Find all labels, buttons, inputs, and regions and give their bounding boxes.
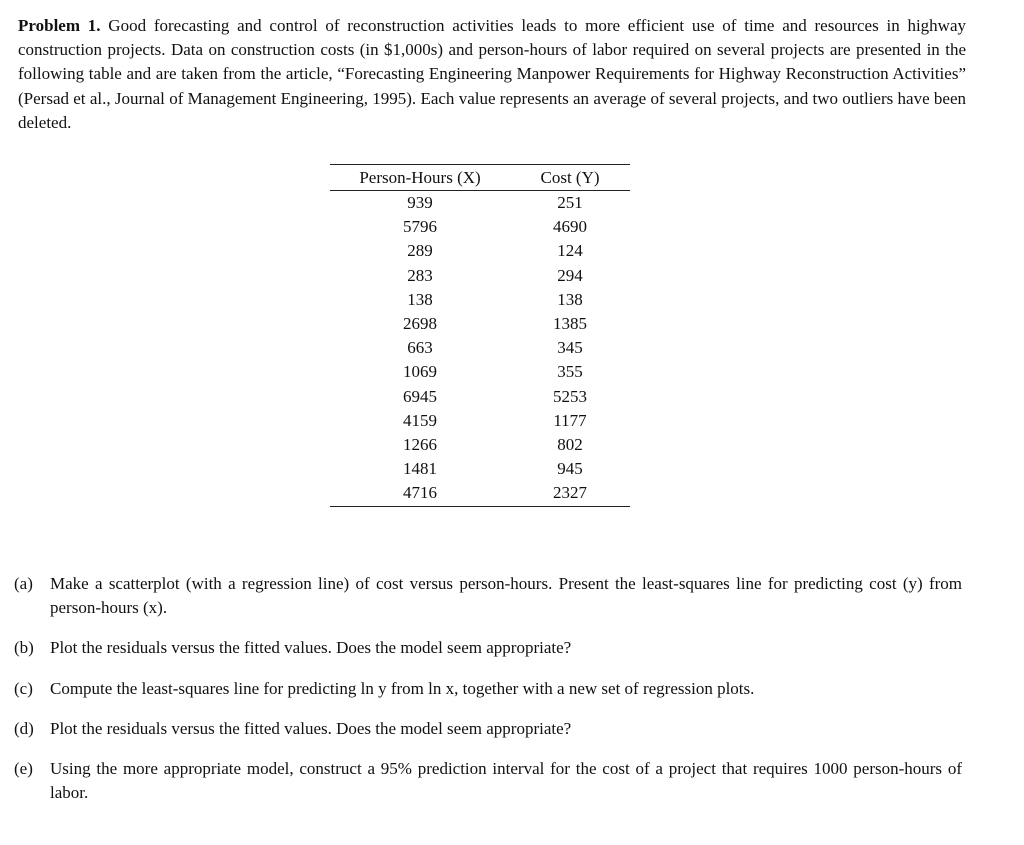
table-row — [330, 336, 630, 360]
table-row — [330, 409, 630, 433]
question-item — [14, 757, 962, 805]
question-text: Plot the residuals versus the fitted values. Does the model seem appropriate? — [50, 638, 572, 658]
problem-intro-text: Good forecasting and control of reconstruction activities leads to more efficient use of time and resources in highway construction projects. Data on construction costs (in $1,000s) and person-hours of labor required on several projects are presented in the following table and are taken from the article, “Forecasting Engineering Manpower Requirements for Highway Reconstruction Activities” (Persad et al., Journal of Management Engineering, 1995). Each value represents an average of several projects, and two outliers have been deleted. — [18, 16, 966, 132]
cell-person-hours: 1069 — [403, 362, 437, 382]
problem-label: Problem 1. — [18, 16, 101, 35]
table-row — [330, 191, 630, 216]
table-row — [330, 433, 630, 457]
question-letter: (a) — [14, 574, 33, 593]
cell-person-hours: 283 — [407, 265, 433, 285]
cell-cost: 1177 — [553, 410, 587, 430]
cell-cost: 124 — [557, 241, 583, 261]
cell-cost: 5253 — [553, 386, 587, 406]
cell-cost: 345 — [557, 338, 583, 358]
question-text: Make a scatterplot (with a regression line) of cost versus person-hours. Present the least-squares line for predicting cost (y) from person-hours (x). — [50, 574, 962, 618]
cell-person-hours: 663 — [407, 338, 433, 358]
cell-cost: 294 — [557, 265, 583, 285]
question-list — [14, 572, 962, 821]
table-row — [330, 360, 630, 384]
question-letter: (b) — [14, 638, 34, 658]
header-person-hours: Person-Hours (X) — [330, 165, 510, 191]
table-row — [330, 457, 630, 481]
cell-cost: 138 — [557, 289, 583, 309]
question-item — [14, 636, 962, 660]
cell-cost: 355 — [557, 362, 583, 382]
cell-cost: 4690 — [553, 217, 587, 237]
question-letter: (d) — [14, 718, 34, 738]
table-row — [330, 385, 630, 409]
table-row — [330, 239, 630, 263]
cell-cost: 2327 — [510, 481, 630, 506]
question-item — [14, 717, 962, 741]
question-text: Using the more appropriate model, construct a 95% prediction interval for the cost of a project that requires 1000 person-hours of labor. — [50, 759, 962, 803]
question-item — [14, 572, 962, 620]
table-row — [330, 312, 630, 336]
cell-person-hours: 4716 — [330, 481, 510, 506]
table-row — [330, 288, 630, 312]
question-text: Plot the residuals versus the fitted values. Does the model seem appropriate? — [50, 718, 572, 738]
cell-cost: 945 — [557, 459, 583, 479]
data-table — [330, 164, 630, 507]
table-row — [330, 481, 630, 506]
cell-person-hours: 2698 — [403, 314, 437, 334]
question-item — [14, 677, 962, 701]
table-body — [330, 191, 630, 507]
question-letter: (e) — [14, 759, 33, 779]
header-cost: Cost (Y) — [510, 165, 630, 191]
cell-cost: 1385 — [553, 314, 587, 334]
cell-person-hours: 939 — [407, 193, 433, 212]
problem-page — [18, 14, 966, 135]
table-row — [330, 215, 630, 239]
cell-cost: 251 — [557, 193, 583, 212]
cell-person-hours: 1266 — [403, 435, 437, 455]
cell-person-hours: 4159 — [403, 410, 437, 430]
table-header-row — [330, 165, 630, 191]
data-table-container — [330, 164, 630, 507]
cell-person-hours: 5796 — [403, 217, 437, 237]
question-text: Compute the least-squares line for predicting ln y from ln x, together with a new set of regression plots. — [50, 678, 755, 698]
cell-person-hours: 138 — [407, 289, 433, 309]
table-row — [330, 264, 630, 288]
cell-cost: 802 — [557, 435, 583, 455]
cell-person-hours: 289 — [407, 241, 433, 261]
question-letter: (c) — [14, 678, 33, 698]
cell-person-hours: 6945 — [403, 386, 437, 406]
cell-person-hours: 1481 — [403, 459, 437, 479]
problem-intro — [18, 14, 966, 135]
